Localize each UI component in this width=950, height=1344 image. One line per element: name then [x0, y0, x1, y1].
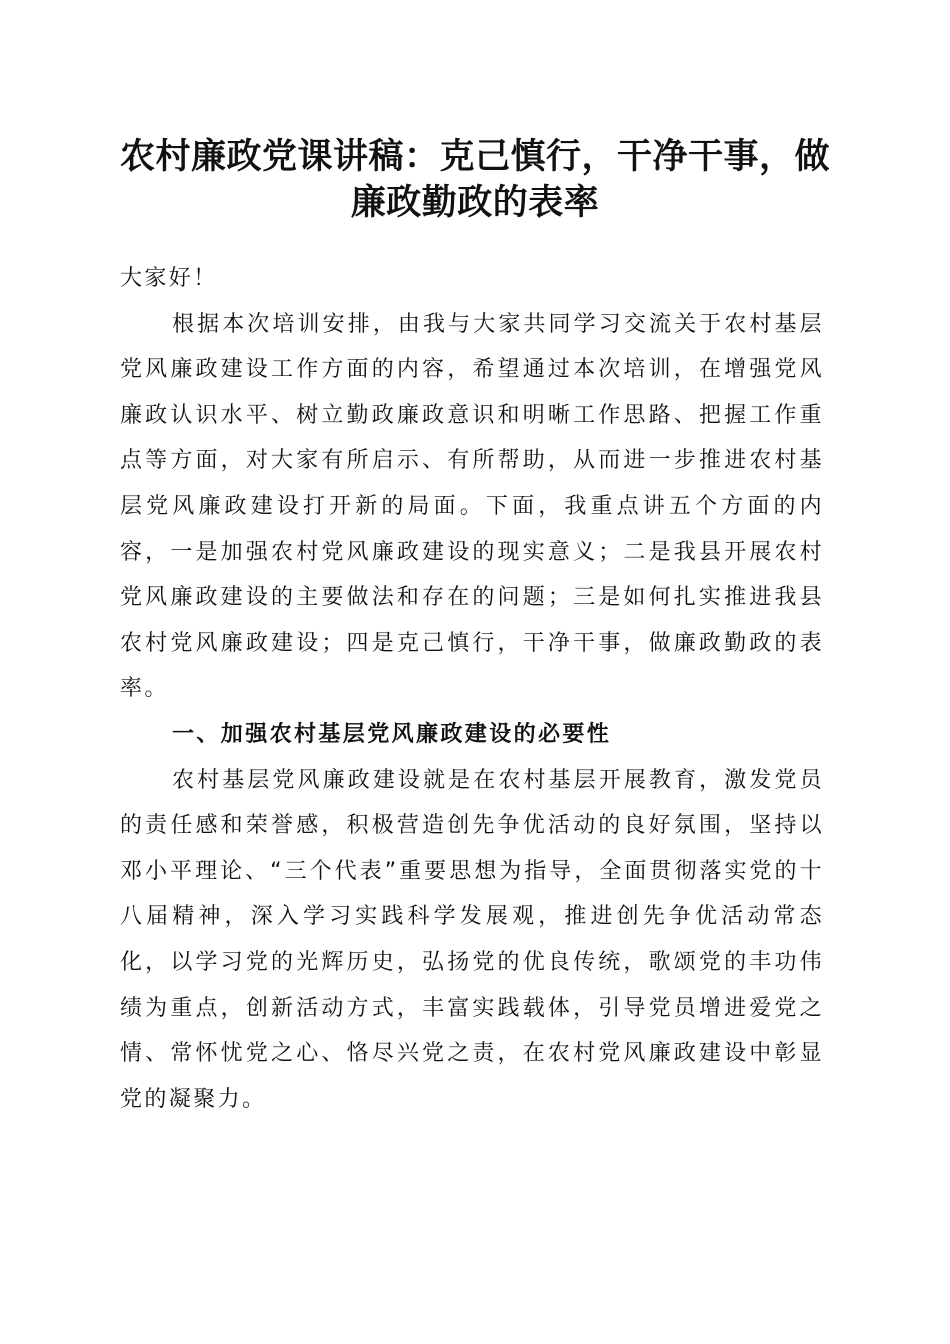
title-line-2: 廉政勤政的表率 — [350, 182, 600, 223]
section-paragraph: 农村基层党风廉政建设就是在农村基层开展教育，激发党员的责任感和荣誉感，积极营造创先争优活动的良好氛围，坚持以邓小平理论、“三个代表”重要思想为指导，全面贯彻落实党的十八届精神，深入学习实践科学发展观，推进创先争优活动常态化，以学习党的光辉历史，弘扬党的优良传统，歌颂党的丰功伟绩为重点，创新活动方式，丰富实践载体，引导党员增进爱党之情、常怀忧党之心、恪尽兴党之责，在农村党风廉政建设中彰显党的凝聚力。 — [120, 767, 824, 1112]
document-body — [120, 256, 824, 1122]
title-line-1: 农村廉政党课讲稿：克己慎行，干净干事，做 — [119, 136, 830, 177]
greeting: 大家好！ — [120, 266, 218, 291]
section-heading: 一、加强农村基层党风廉政建设的必要性 — [172, 721, 612, 747]
intro-paragraph: 根据本次培训安排，由我与大家共同学习交流关于农村基层党风廉政建设工作方面的内容，希望通过本次培训，在增强党风廉政认识水平、树立勤政廉政意识和明晰工作思路、把握工作重点等方面，对大家有所启示、有所帮助，从而进一步推进农村基层党风廉政建设打开新的局面。下面，我重点讲五个方面的内容，一是加强农村党风廉政建设的现实意义；二是我县开展农村党风廉政建设的主要做法和存在的问题；三是如何扎实推进我县农村党风廉政建设；四是克己慎行，干净干事，做廉政勤政的表率。 — [120, 311, 824, 702]
document-title — [110, 134, 840, 226]
